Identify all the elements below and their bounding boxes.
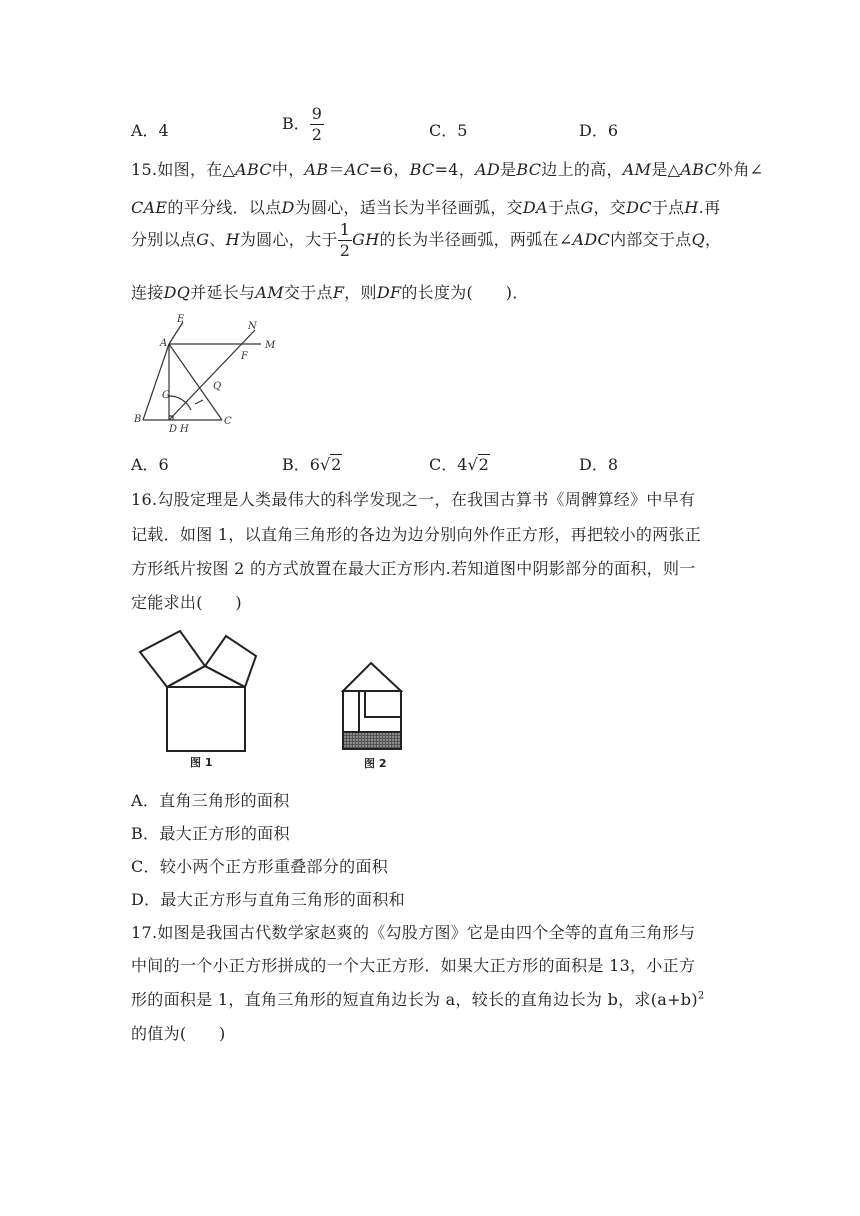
q17-line-2: 中间的一个小正方形拼成的一个大正方形．如果大正方形的面积是 13，小正方 bbox=[131, 956, 696, 975]
label-b: B bbox=[134, 414, 142, 425]
square-left bbox=[140, 631, 205, 687]
fraction-numerator: 9 bbox=[311, 104, 322, 123]
q16-option-b: B．最大正方形的面积 bbox=[131, 824, 290, 843]
line-ab bbox=[143, 344, 169, 420]
q16-figure-1 bbox=[130, 626, 330, 771]
top-triangle bbox=[343, 663, 401, 691]
line-ae bbox=[169, 322, 183, 344]
q16-line-1: 16.勾股定理是人类最伟大的科学发现之一，在我国古算书《周髀算经》中早有 bbox=[131, 490, 696, 509]
label-c: C bbox=[224, 416, 232, 427]
q14-option-a: A．4 bbox=[131, 121, 169, 140]
q17-line-4: 的值为( ) bbox=[131, 1024, 226, 1043]
sqrt-symbol: √2 bbox=[467, 455, 489, 474]
q14-option-b bbox=[282, 106, 324, 143]
q15-option-b: B．6√2 bbox=[282, 455, 342, 474]
fig2-caption: 图 2 bbox=[364, 757, 387, 770]
label-q: Q bbox=[213, 381, 222, 392]
label-a: A bbox=[160, 338, 168, 349]
label-g: G bbox=[162, 390, 170, 401]
q14-option-c: C．5 bbox=[429, 121, 468, 140]
largest-square bbox=[167, 687, 245, 751]
q14-option-d: D．6 bbox=[579, 121, 619, 140]
q15-option-c: C．4√2 bbox=[429, 455, 489, 474]
q14-option-b-prefix: B． bbox=[282, 114, 310, 133]
q15-option-a: A．6 bbox=[131, 455, 169, 474]
label-e: E bbox=[177, 314, 185, 325]
q15-geometry-figure bbox=[125, 312, 295, 442]
q16-option-a: A．直角三角形的面积 bbox=[131, 791, 290, 810]
arc-q-mark bbox=[195, 400, 203, 404]
fraction-denominator: 2 bbox=[311, 125, 322, 144]
fig1-caption: 图 1 bbox=[190, 756, 213, 769]
label-h: H bbox=[180, 424, 189, 435]
q15-line-3: 分别以点G、H为圆心，大于 $\frac{1}{2}$ GH的长为半径画弧，两弧在∠ADC内部交于点Q， bbox=[131, 220, 722, 260]
label-f: F bbox=[241, 351, 248, 362]
q15-line-4: 连接DQ并延长与AM交于点F，则DF的长度为( )． bbox=[131, 283, 529, 302]
q16-option-c: C．较小两个正方形重叠部分的面积 bbox=[131, 857, 389, 876]
q16-line-3: 方形纸片按图 2 的方式放置在最大正方形内.若知道图中阴影部分的面积，则一 bbox=[131, 559, 696, 578]
q16-line-4: 定能求出( ) bbox=[131, 593, 242, 612]
q15-line-2: CAE的平分线．以点D为圆心，适当长为半径画弧，交DA于点G，交DC于点H.再 bbox=[131, 198, 721, 217]
square-right bbox=[205, 636, 256, 687]
q16-option-d: D．最大正方形与直角三角形的面积和 bbox=[131, 890, 405, 909]
superscript: 2 bbox=[697, 990, 705, 1002]
q15-option-d: D．8 bbox=[579, 455, 619, 474]
inner-square-edge bbox=[365, 691, 401, 717]
right-triangle bbox=[167, 666, 245, 687]
q16-figure-2 bbox=[335, 655, 415, 773]
q14-option-b-fraction bbox=[310, 106, 324, 143]
q16-line-2: 记载．如图 1，以直角三角形的各边为边分别向外作正方形，再把较小的两张正 bbox=[131, 525, 702, 544]
q15-line-1: 15.如图，在△ABC中，AB＝AC=6，BC=4，AD是BC边上的高，AM是△ABC外角∠ bbox=[131, 160, 764, 179]
q17-line-3: 形的面积是 1，直角三角形的短直角边长为 a，较长的直角边长为 b，求$(a+b)^2$ bbox=[131, 990, 705, 1009]
label-d: D bbox=[169, 424, 178, 435]
label-n: N bbox=[248, 321, 257, 332]
q17-line-1: 17.如图是我国古代数学家赵爽的《勾股方图》它是由四个全等的直角三角形与 bbox=[131, 923, 696, 942]
sqrt-symbol: √2 bbox=[319, 455, 342, 474]
shaded-region bbox=[343, 732, 401, 749]
label-m: M bbox=[265, 340, 276, 351]
q15-fraction: $\frac{1}{2}$ bbox=[339, 220, 351, 260]
